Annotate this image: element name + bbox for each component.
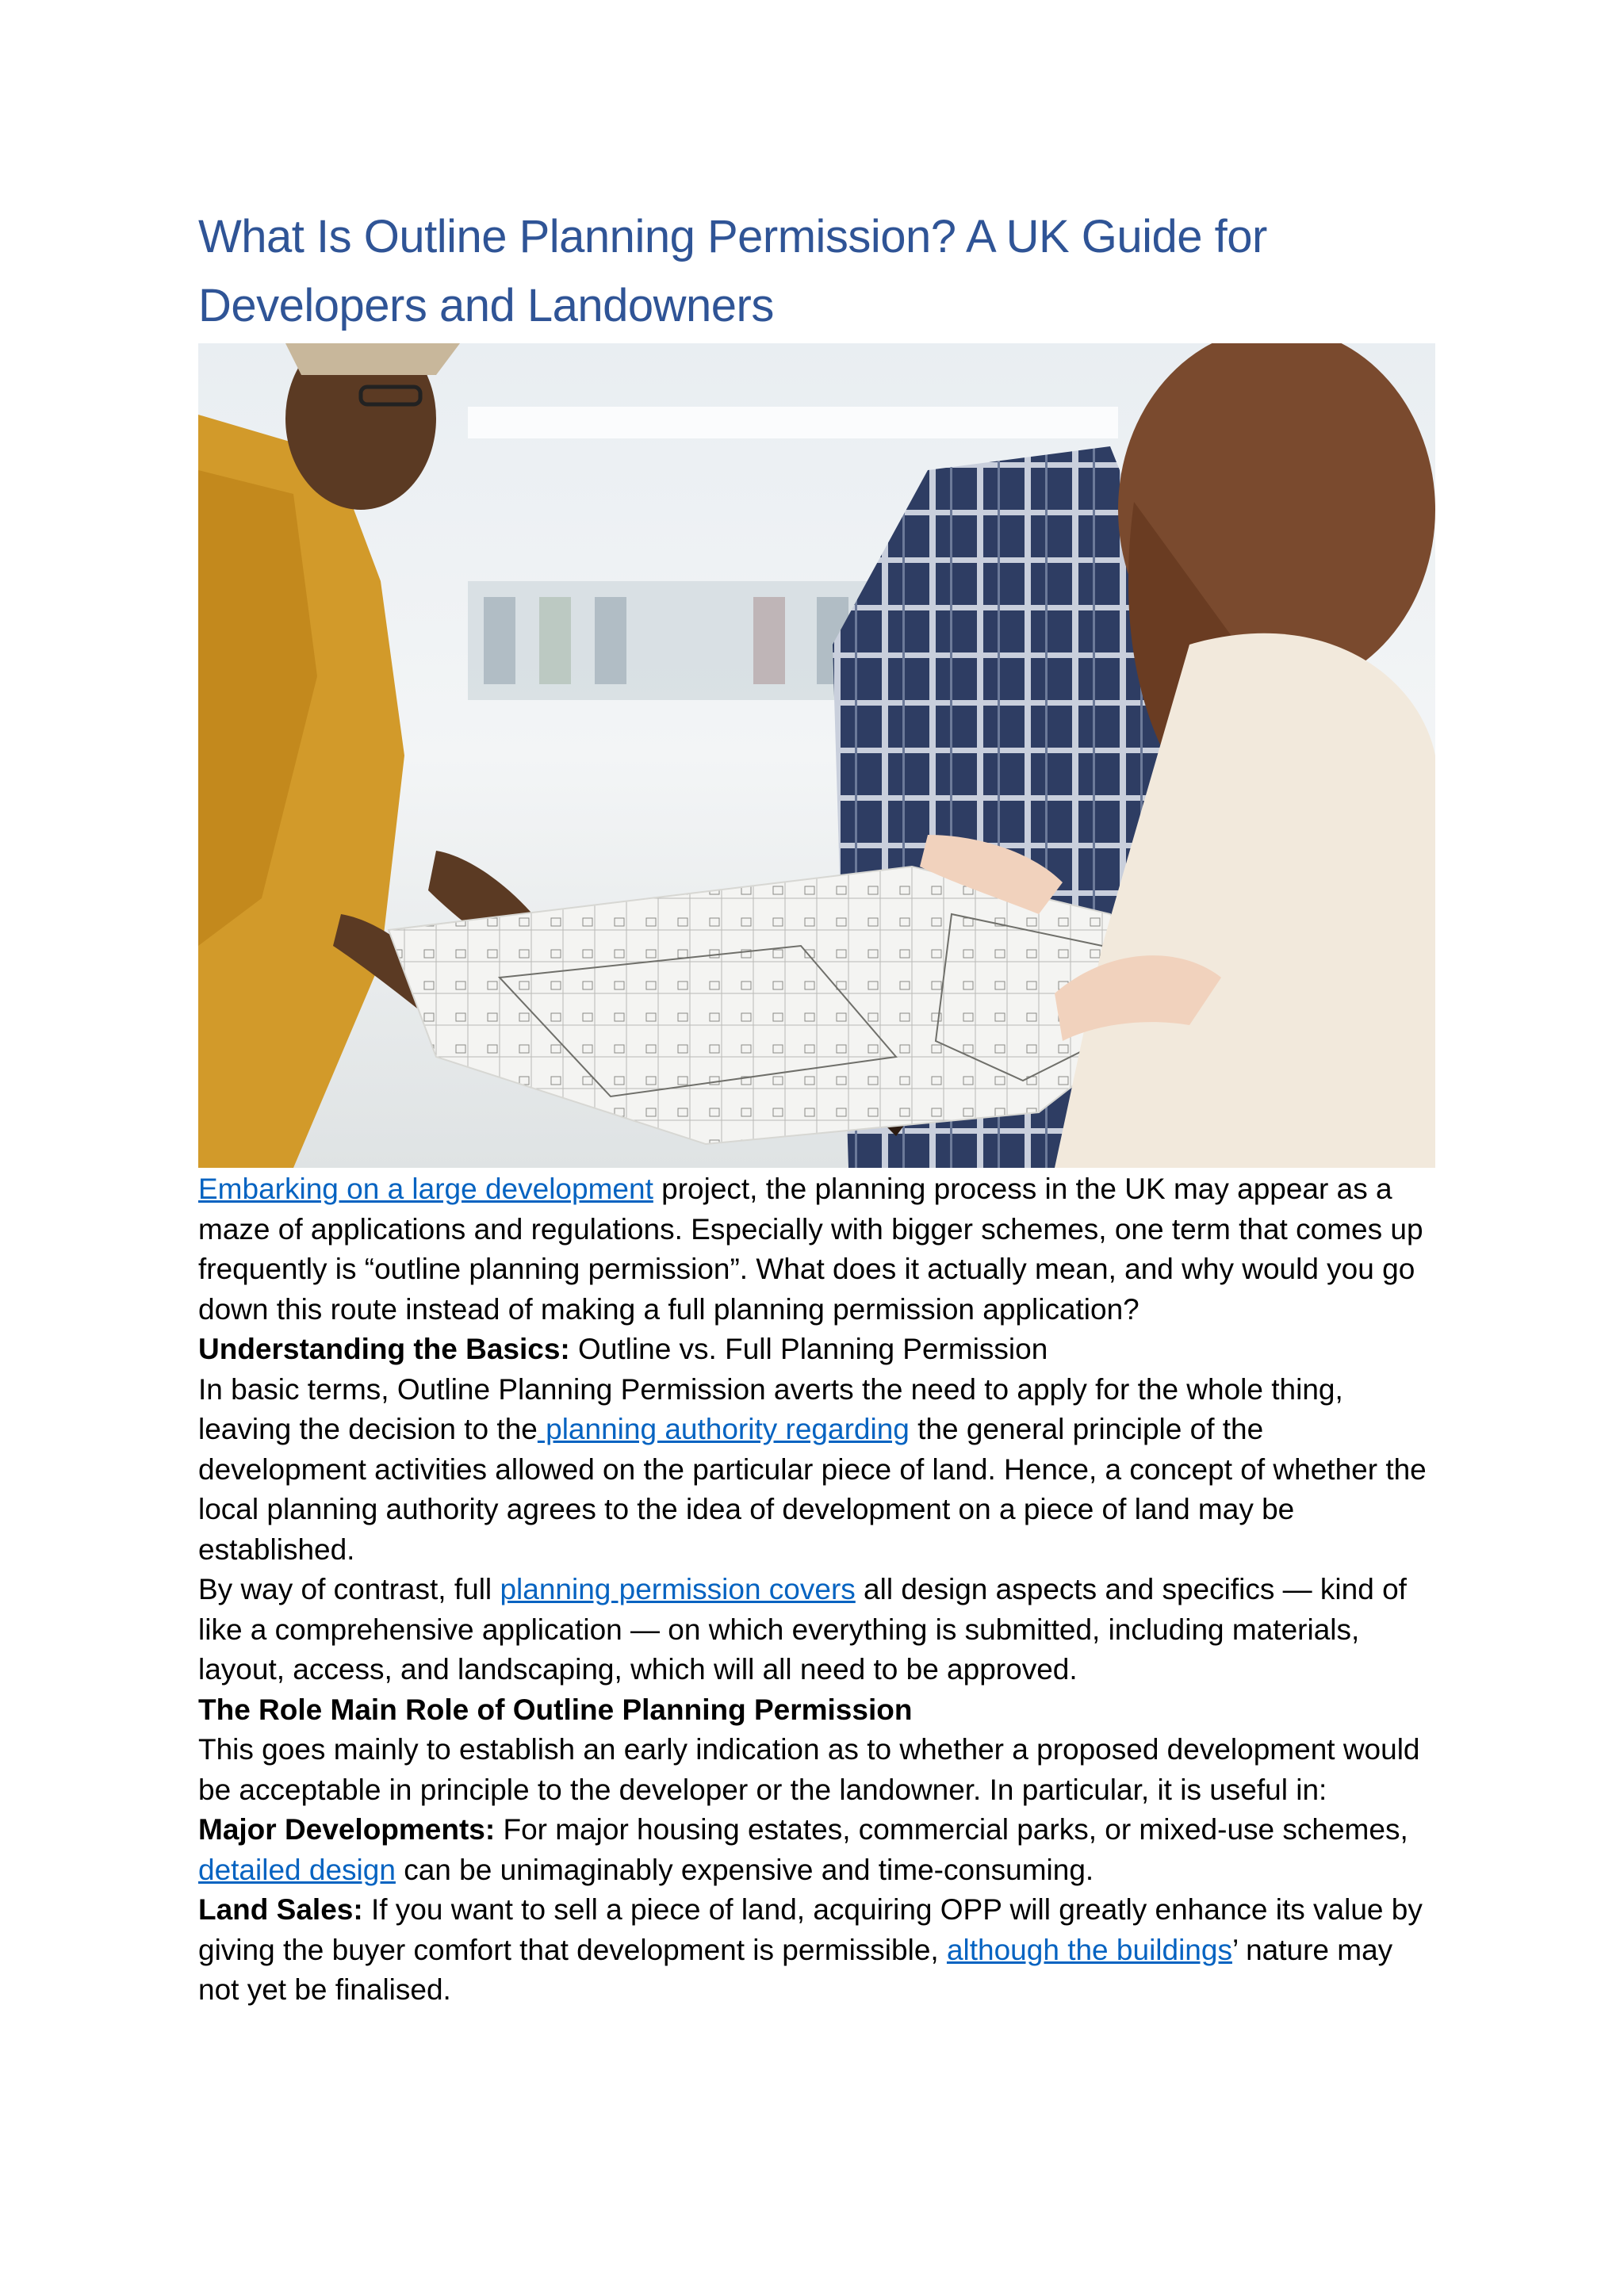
- section-heading-role-bold: The Role Main Role of Outline Planning Permission: [198, 1693, 913, 1726]
- link-although-the-buildings[interactable]: although the buildings: [946, 1933, 1232, 1966]
- contrast-paragraph: [198, 1570, 1435, 1690]
- article-body: [198, 1169, 1435, 2011]
- land-sales-text-before: If you want to sell a piece of land, acquiring OPP will greatly enhance its value by giving the buyer comfort that development is permissible,: [198, 1893, 1423, 1966]
- list-item-major-developments: [198, 1810, 1435, 1890]
- hero-image: [198, 343, 1435, 1168]
- contrast-text-before: By way of contrast, full: [198, 1573, 500, 1605]
- page-title: What Is Outline Planning Permission? A UK Guide for Developers and Landowners: [198, 211, 1267, 331]
- section-heading-basics-bold: Understanding the Basics:: [198, 1333, 570, 1365]
- link-detailed-design[interactable]: detailed design: [198, 1853, 396, 1886]
- contrast-text-after: all design aspects and specifics — kind of like a comprehensive application — on which everything is submitted, including materials, layout, access, and landscaping, which will all need to be approved.: [198, 1573, 1407, 1686]
- basics-text-after: the general principle of the development activities allowed on the particular piece of land. Hence, a concept of whether the local planning authority agrees to the idea of development on a piece of land may be established.: [198, 1413, 1427, 1566]
- basics-text-before: In basic terms, Outline Planning Permission averts the need to apply for the whole thing, leaving the decision to the: [198, 1372, 1343, 1445]
- intro-paragraph: [198, 1169, 1435, 1330]
- intro-text: project, the planning process in the UK may appear as a maze of applications and regulations. Especially with bigger schemes, one term that comes up frequently is “outline planning permission”. What does it actually mean, and why would you go down this route instead of making a full planning permission application?: [198, 1173, 1423, 1326]
- link-planning-permission-covers[interactable]: planning permission covers: [500, 1573, 856, 1605]
- link-planning-authority[interactable]: planning authority regarding: [537, 1413, 910, 1445]
- section-heading-basics: [198, 1330, 1435, 1370]
- major-developments-text-after: can be unimaginably expensive and time-consuming.: [395, 1853, 1094, 1886]
- land-sales-text-after: ’ nature may not yet be finalised.: [198, 1933, 1393, 2006]
- basics-paragraph: [198, 1370, 1435, 1571]
- section-heading-basics-rest: Outline vs. Full Planning Permission: [569, 1333, 1048, 1365]
- link-large-development[interactable]: Embarking on a large development: [198, 1173, 653, 1205]
- major-developments-label: Major Developments:: [198, 1813, 496, 1846]
- document-page: [198, 202, 1435, 2011]
- major-developments-text-before: For major housing estates, commercial parks, or mixed-use schemes,: [495, 1813, 1408, 1846]
- list-item-land-sales: [198, 1890, 1435, 2011]
- land-sales-label: Land Sales:: [198, 1893, 363, 1926]
- role-paragraph: This goes mainly to establish an early indication as to whether a proposed development would be acceptable in principle to the developer or the landowner. In particular, it is useful in:: [198, 1733, 1420, 1806]
- section-heading-role: [198, 1690, 1435, 1731]
